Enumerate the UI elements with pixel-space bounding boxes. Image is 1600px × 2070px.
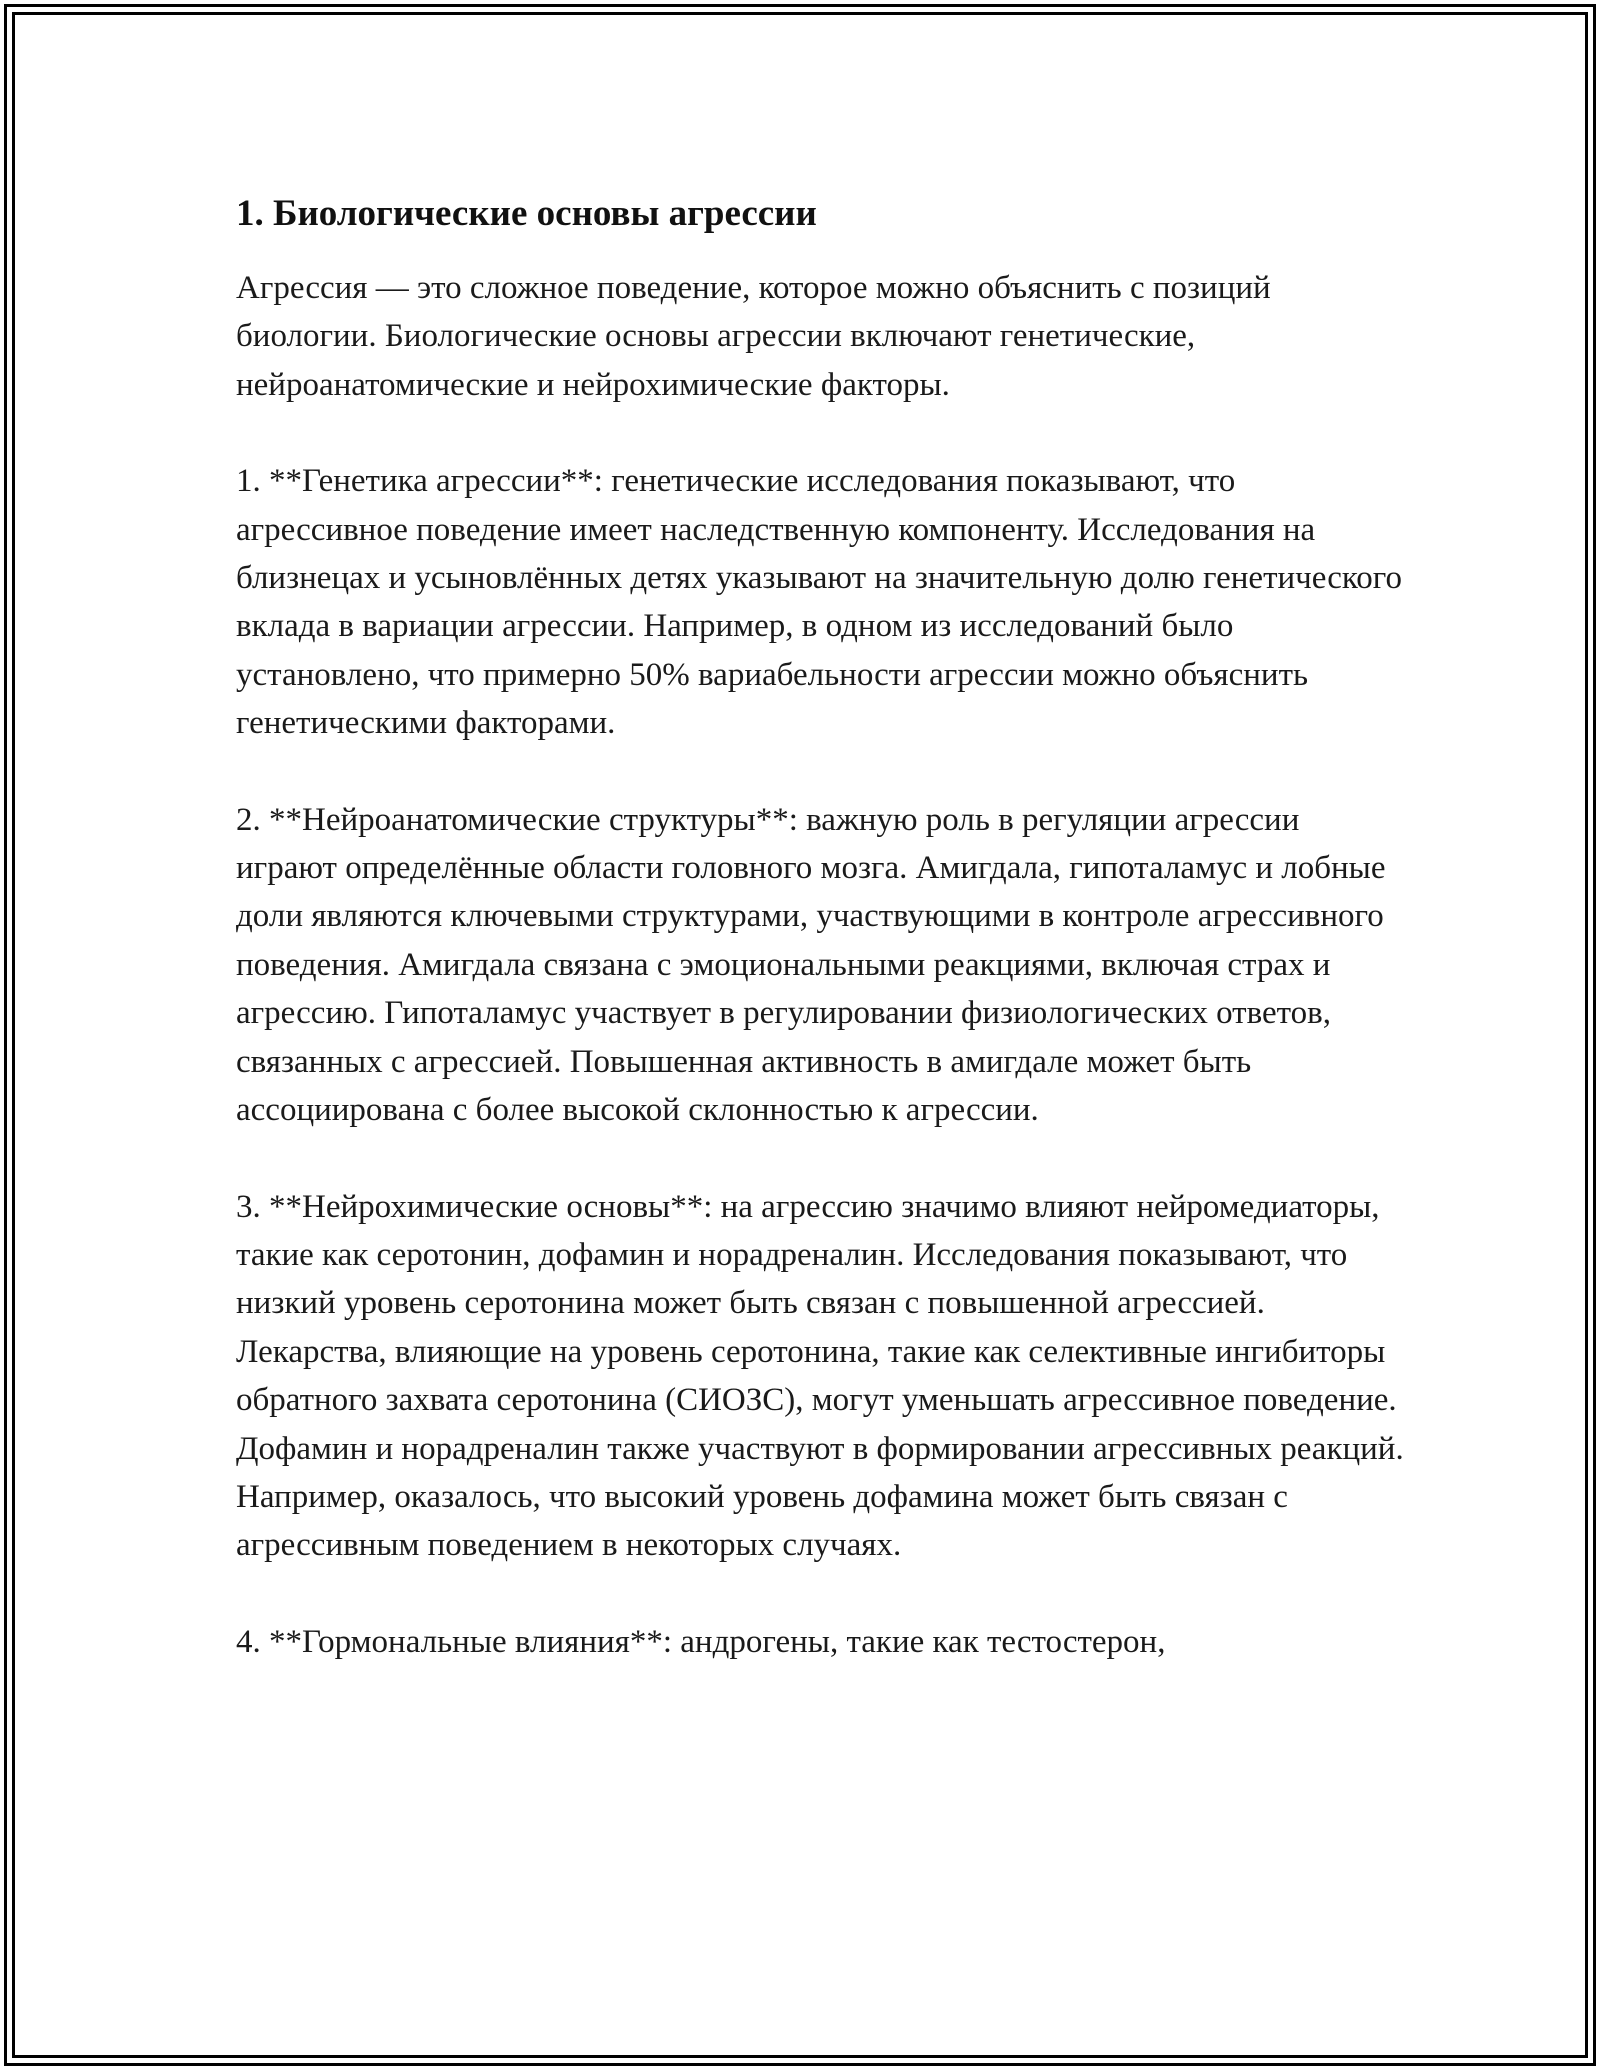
intro-paragraph: Агрессия — это сложное поведение, которое можно объяснить с позиций биологии. Биологические основы агрессии включают генетические, нейроанатомические и нейрохимические факторы. [236,270,1271,403]
genetics-paragraph: 1. **Генетика агрессии**: генетические исследования показывают, что агрессивное поведение имеет наследственную компоненту. Исследования на близнецах и усыновлённых детях указывают на значительную долю генетического вклада в вариации агрессии. Например, в одном из исследований было установлено, что примерно 50% вариабельности агрессии можно объяснить генетическими факторами. [236,463,1402,742]
neuroanatomy-paragraph: 2. **Нейроанатомические структуры**: важную роль в регуляции агрессии играют определённые области головного мозга. Амигдала, гипоталамус и лобные доли являются ключевыми структурами, участвующими в контроле агрессивного поведения. Амигдала связана с эмоциональными реакциями, включая страх и агрессию. Гипоталамус участвует в регулировании физиологических ответов, связанных с агрессией. Повышенная активность в амигдале может быть ассоциирована с более высокой склонностью к агрессии. [236,801,1386,1129]
neurochemistry-paragraph: 3. **Нейрохимические основы**: на агрессию значимо влияют нейромедиаторы, такие как серотонин, дофамин и норадреналин. Исследования показывают, что низкий уровень серотонина может быть связан с повышенной агрессией. Лекарства, влияющие на уровень серотонина, такие как селективные ингибиторы обратного захвата серотонина (СИОЗС), могут уменьшать агрессивное поведение. Дофамин и норадреналин также участвуют в формировании агрессивных реакций. Например, оказалось, что высокий уровень дофамина может быть связан с агрессивным поведением в некоторых случаях. [236,1188,1404,1564]
section-heading: 1. Биологические основы агрессии [236,193,817,234]
document-body [236,186,1406,1714]
hormones-paragraph: 4. **Гормональные влияния**: андрогены, такие как тестостерон, [236,1623,1166,1660]
